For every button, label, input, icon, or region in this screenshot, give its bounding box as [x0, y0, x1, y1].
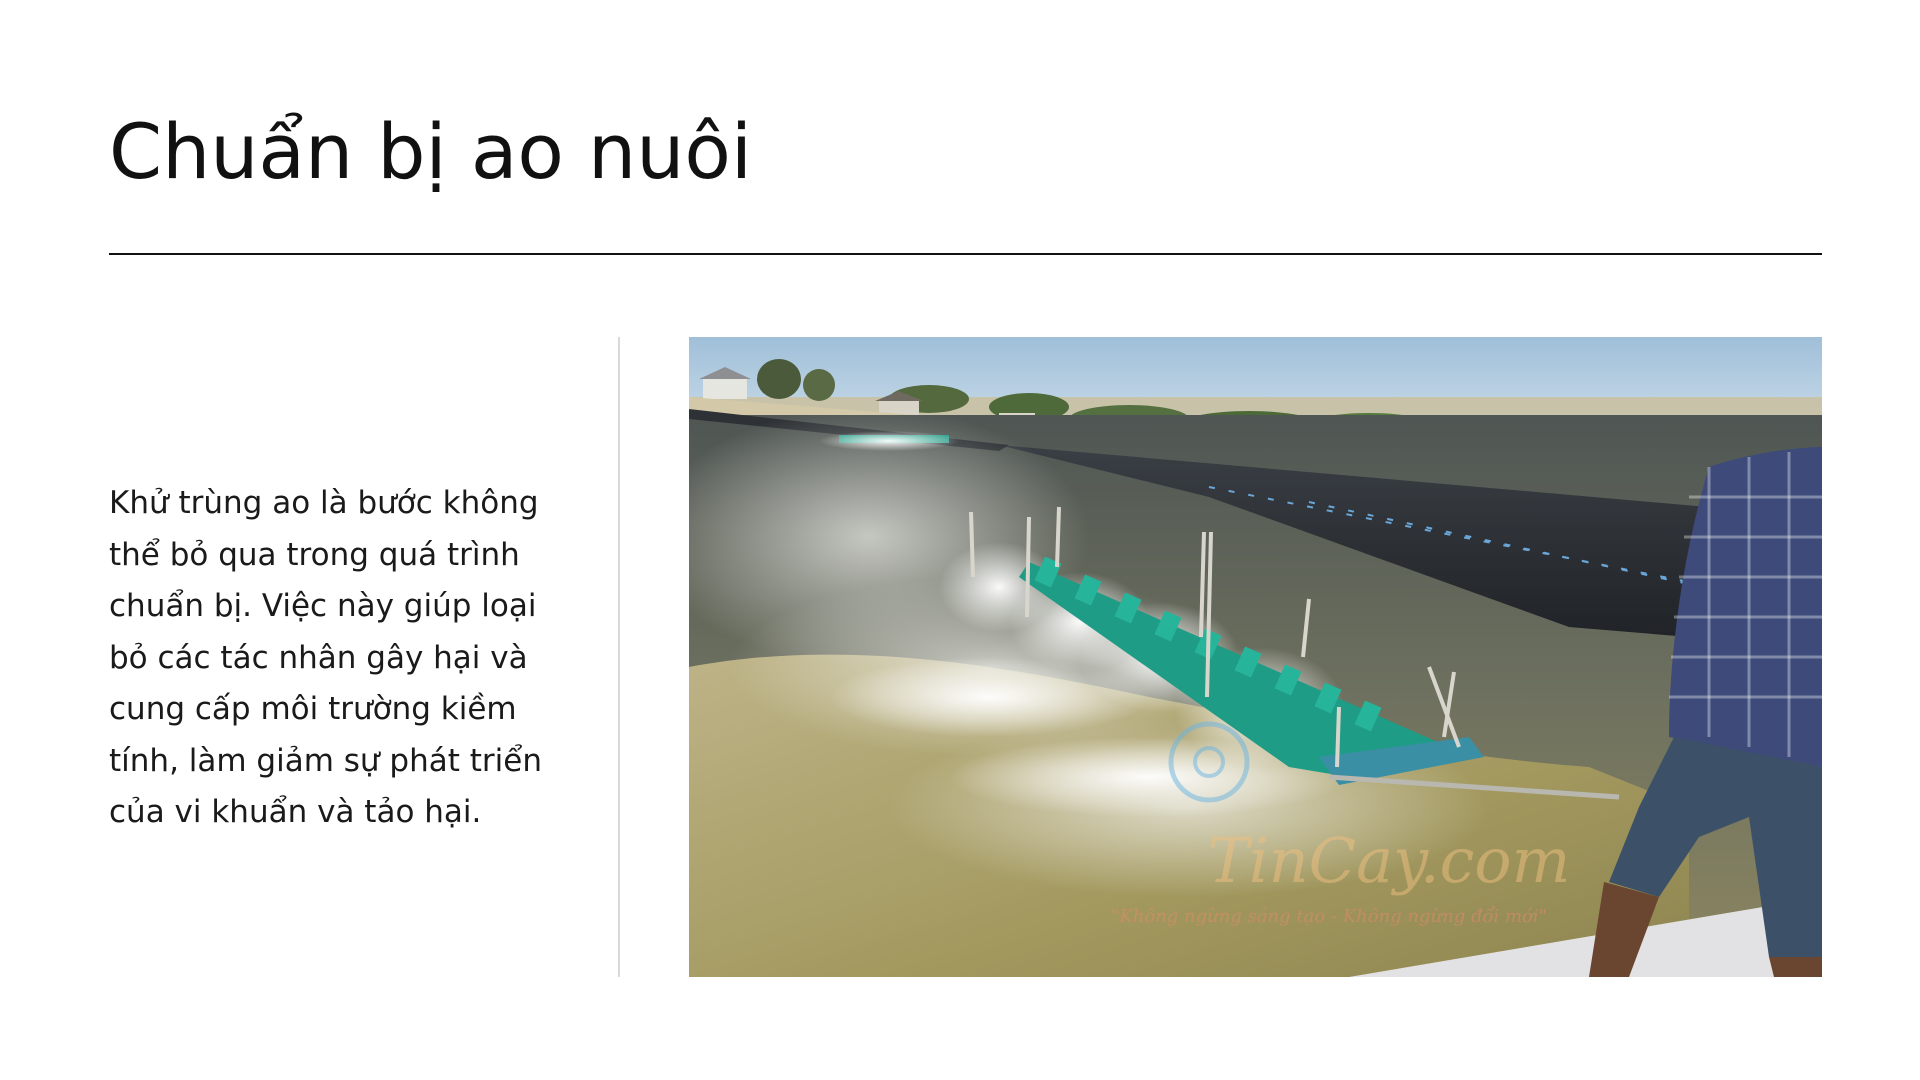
- column-divider: [618, 337, 620, 977]
- watermark-logo-text: TinCay.com: [1207, 824, 1571, 897]
- slide-title: Chuẩn bị ao nuôi: [109, 107, 752, 196]
- pond-aerator-photo: [689, 337, 1822, 977]
- pond-aerator-illustration: [689, 337, 1822, 977]
- watermark-tagline: "Không ngừng sáng tạo - Không ngừng đổi mới": [1111, 906, 1547, 927]
- title-underline: [109, 253, 1822, 255]
- body-paragraph: Khử trùng ao là bước không thể bỏ qua trong quá trình chuẩn bị. Việc này giúp loại bỏ các tác nhân gây hại và cung cấp môi trường kiềm tính, làm giảm sự phát triển của vi khuẩn và tảo hại.: [109, 485, 542, 830]
